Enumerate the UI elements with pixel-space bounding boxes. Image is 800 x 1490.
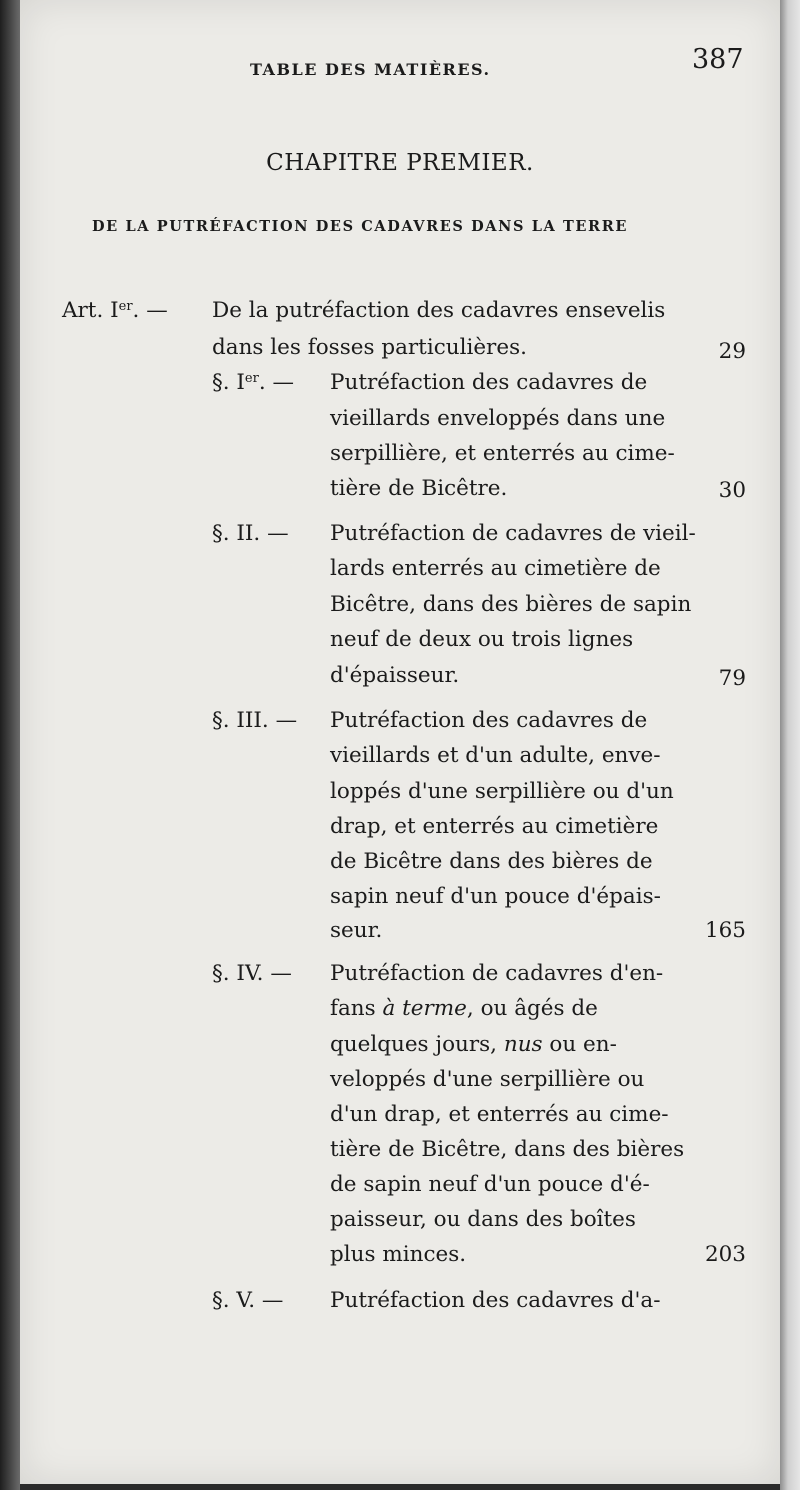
section-number (212, 523, 289, 545)
section-sup: er (244, 371, 259, 386)
book-page (20, 0, 780, 1484)
entry-line: vieillards et d'un adulte, enve- (330, 743, 661, 768)
entry-line (330, 1104, 669, 1126)
entry-text: de sapin neuf d'un pouce d'é- (330, 1172, 650, 1197)
entry-line: sapin neuf d'un pouce d'épais- (330, 884, 661, 909)
entry-text: quelques jours, (330, 1032, 504, 1057)
running-head: TABLE DES MATIÈRES. (250, 60, 491, 79)
entry-line (330, 998, 598, 1020)
section-label: §. (212, 370, 237, 395)
entry-page-number: 29 (718, 339, 746, 364)
entry-text: d'un drap, et enterrés au cime- (330, 1102, 669, 1127)
entry-line: neuf de deux ou trois lignes (330, 627, 634, 652)
article-number (62, 300, 168, 322)
entry-line: lards enterrés au cimetière de (330, 556, 661, 581)
article-roman: I (110, 298, 119, 323)
scan-shadow-left (0, 0, 20, 1490)
article-label: Art. (62, 298, 104, 323)
section-dash: . — (258, 370, 295, 395)
chapter-title: CHAPITRE PREMIER. (266, 150, 534, 176)
section-roman: IV. — (236, 961, 292, 986)
section-number (212, 1290, 283, 1312)
section-label: §. (212, 961, 237, 986)
entry-line: dans les fosses particulières. (212, 335, 527, 360)
entry-line: Putréfaction des cadavres de (330, 370, 648, 395)
entry-text: veloppés d'une serpillière ou (330, 1067, 645, 1092)
entry-text: fans (330, 996, 383, 1021)
section-number (212, 710, 297, 732)
section-roman: II. — (236, 521, 289, 546)
entry-line: Putréfaction des cadavres de (330, 708, 648, 733)
section-number (212, 372, 294, 394)
entry-line (330, 963, 663, 985)
section-roman: V. — (236, 1288, 284, 1313)
entry-line: Putréfaction des cadavres d'a- (330, 1288, 661, 1313)
entry-text: paisseur, ou dans des boîtes (330, 1207, 636, 1232)
entry-text: , ou âgés de (466, 996, 598, 1021)
section-label: §. (212, 521, 237, 546)
entry-text: ou en- (542, 1032, 617, 1057)
entry-line (330, 1209, 636, 1231)
entry-line (330, 1174, 650, 1196)
page-number: 387 (692, 44, 744, 75)
entry-line: seur. (330, 918, 383, 943)
entry-italic: nus (503, 1032, 543, 1057)
entry-line: Putréfaction de cadavres de vieil- (330, 521, 696, 546)
section-roman: III. — (236, 708, 298, 733)
entry-line: vieillards enveloppés dans une (330, 406, 666, 431)
entry-page-number: 165 (704, 918, 746, 943)
article-dash: . — (132, 298, 168, 323)
entry-line: De la putréfaction des cadavres ensevelis (212, 298, 666, 323)
entry-line (330, 1139, 684, 1161)
section-label: §. (212, 708, 237, 733)
entry-line (330, 1069, 644, 1091)
article-sup: er (118, 299, 133, 314)
entry-text: plus minces. (330, 1242, 467, 1267)
entry-line: tière de Bicêtre. (330, 476, 508, 501)
entry-text: tière de Bicêtre, dans des bières (330, 1137, 685, 1162)
entry-line: Bicêtre, dans des bières de sapin (330, 592, 692, 617)
entry-line: drap, et enterrés au cimetière (330, 814, 659, 839)
entry-line: d'épaisseur. (330, 663, 460, 688)
entry-text: Putréfaction de cadavres d'en- (330, 961, 664, 986)
scan-edge-right (780, 0, 800, 1490)
entry-line: de Bicêtre dans des bières de (330, 849, 653, 874)
entry-page-number: 30 (718, 478, 746, 503)
section-number (212, 963, 292, 985)
entry-line: loppés d'une serpillière ou d'un (330, 779, 674, 804)
entry-italic: à terme (382, 996, 467, 1021)
section-roman: I (236, 370, 245, 395)
chapter-subtitle: DE LA PUTRÉFACTION DES CADAVRES DANS LA TERRE (92, 218, 629, 235)
section-label: §. (212, 1288, 237, 1313)
entry-page-number: 203 (704, 1242, 746, 1267)
entry-page-number: 79 (718, 666, 746, 691)
entry-line: serpillière, et enterrés au cime- (330, 441, 675, 466)
entry-line (330, 1034, 617, 1056)
entry-line (330, 1244, 466, 1266)
